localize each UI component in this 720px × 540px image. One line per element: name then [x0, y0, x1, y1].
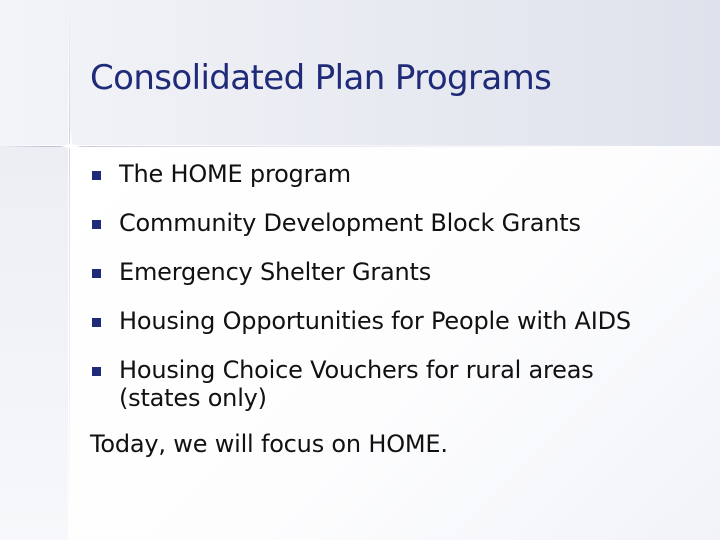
bullet-text: Housing Choice Vouchers for rural areas: [119, 356, 594, 384]
bullet-item-cdbg: [90, 209, 631, 237]
bullet-item-esg: [90, 258, 631, 286]
slide-title: Consolidated Plan Programs: [90, 58, 552, 98]
bullet-item-hopwa: [90, 307, 631, 335]
square-bullet-icon: [92, 220, 101, 229]
left-band: [0, 146, 68, 540]
bullet-text-continuation: (states only): [119, 384, 267, 412]
bullet-item-home-program: [90, 160, 631, 188]
bullet-text: Community Development Block Grants: [119, 209, 581, 237]
bullet-text: Emergency Shelter Grants: [119, 258, 432, 286]
bullet-text: Housing Opportunities for People with AIDS: [119, 307, 631, 335]
bullet-text: The HOME program: [119, 160, 351, 188]
bullet-list: [90, 160, 631, 433]
square-bullet-icon: [92, 171, 101, 180]
bullet-item-housing-choice-vouchers: [90, 356, 631, 412]
closing-statement: Today, we will focus on HOME.: [90, 430, 448, 458]
decorative-horizontal-line-shadow: [0, 146, 720, 147]
decorative-vertical-line-shadow: [69, 0, 70, 540]
sparkle-icon: [60, 129, 82, 163]
square-bullet-icon: [92, 269, 101, 278]
square-bullet-icon: [92, 318, 101, 327]
square-bullet-icon: [92, 367, 101, 376]
